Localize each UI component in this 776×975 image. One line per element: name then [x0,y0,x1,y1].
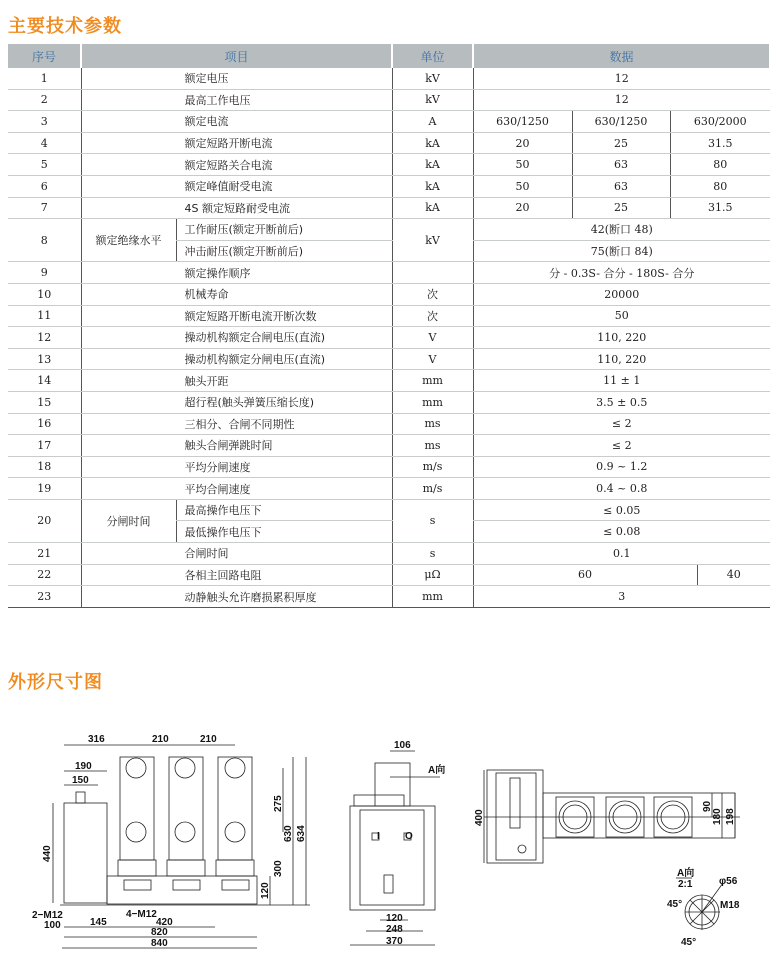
header-unit: 单位 [392,44,473,68]
row-number: 23 [8,586,81,608]
row-item: 超行程(触头弹簧压缩长度) [81,391,392,413]
row-subitem: 最高操作电压下 [176,499,392,521]
row-unit: m/s [392,456,473,478]
row-number: 1 [8,68,81,89]
row-value: 25 [572,197,670,219]
row-value: 0.1 [473,543,770,565]
row-number: 3 [8,111,81,133]
dim-106: 106 [394,740,411,751]
row-item: 平均合闸速度 [81,478,392,500]
dim-198: 198 [725,808,736,825]
side-view [350,740,445,947]
row-value: 42(断口 48) [473,219,770,241]
row-item: 动静触头允许磨损累积厚度 [81,586,392,608]
off-button-label: O [405,831,413,842]
header-no: 序号 [8,44,81,68]
on-button-label: I [377,831,380,842]
row-item: 额定短路开断电流 [81,132,392,154]
dim-400: 400 [474,809,485,826]
front-view [32,734,310,949]
row-item: 额定短路关合电流 [81,154,392,176]
row-value: 63 [572,175,670,197]
row-item: 最高工作电压 [81,89,392,111]
dim-120: 120 [260,882,271,899]
row-number: 22 [8,564,81,586]
row-value: 630/1250 [473,111,572,133]
dim-90: 90 [702,800,713,812]
row-item: 额定操作顺序 [81,262,392,284]
row-number: 21 [8,543,81,565]
row-number: 20 [8,499,81,542]
row-number: 5 [8,154,81,176]
row-unit: mm [392,586,473,608]
detail-title: A向 [677,868,695,879]
dim-150: 150 [72,775,89,786]
row-value: 25 [572,132,670,154]
row-number: 6 [8,175,81,197]
row-value: 80 [670,175,770,197]
dim-180: 180 [712,808,723,825]
dim-210a: 210 [152,734,169,745]
dim-248: 248 [386,924,403,935]
row-unit: kA [392,197,473,219]
row-item: 额定电压 [81,68,392,89]
row-unit: ms [392,435,473,457]
dim-190: 190 [75,761,92,772]
row-value: 20 [473,132,572,154]
dim-634: 634 [296,825,307,842]
row-unit: kV [392,89,473,111]
row-subitem: 工作耐压(额定开断前后) [176,219,392,241]
row-value: 630/1250 [572,111,670,133]
row-number: 4 [8,132,81,154]
row-number: 2 [8,89,81,111]
row-value: 31.5 [670,132,770,154]
row-value: 50 [473,305,770,327]
row-value: 3.5 ± 0.5 [473,391,770,413]
row-number: 18 [8,456,81,478]
row-value: 50 [473,154,572,176]
row-value: ≤ 0.05 [473,499,770,521]
row-value: 40 [697,564,770,586]
dim-820: 820 [151,927,168,938]
row-item: 4S 额定短路耐受电流 [81,197,392,219]
row-item: 机械寿命 [81,283,392,305]
row-value: 12 [473,68,770,89]
dim-840: 840 [151,938,168,949]
row-value: ≤ 2 [473,435,770,457]
row-value: 50 [473,175,572,197]
row-item: 各相主回路电阻 [81,564,392,586]
row-number: 19 [8,478,81,500]
row-group-label: 额定绝缘水平 [81,219,176,262]
row-unit: ms [392,413,473,435]
row-item: 三相分、合闸不同期性 [81,413,392,435]
dim-420: 420 [156,917,173,928]
row-number: 8 [8,219,81,262]
row-item: 额定峰值耐受电流 [81,175,392,197]
row-value: ≤ 0.08 [473,521,770,543]
row-value: 110, 220 [473,327,770,349]
row-value: 31.5 [670,197,770,219]
row-unit: A [392,111,473,133]
row-item: 触头合闸弹跳时间 [81,435,392,457]
section-title-specs: 主要技术参数 [8,16,122,37]
row-unit: V [392,327,473,349]
row-item: 触头开距 [81,370,392,392]
label-a-direction: A向 [428,765,446,776]
detail-scale: 2:1 [678,879,693,890]
row-unit: 次 [392,283,473,305]
angle-45-b: 45° [681,937,697,948]
row-value: 630/2000 [670,111,770,133]
row-value: 0.9 ~ 1.2 [473,456,770,478]
label-4-m12: 4−M12 [126,909,157,920]
row-unit: s [392,543,473,565]
row-item: 平均分闸速度 [81,456,392,478]
dim-440: 440 [42,845,53,862]
row-value: 20000 [473,283,770,305]
row-value: 75(断口 84) [473,240,770,262]
row-unit: 次 [392,305,473,327]
row-subitem: 最低操作电压下 [176,521,392,543]
dim-300: 300 [273,860,284,877]
row-value: 60 [473,564,697,586]
row-item: 操动机构额定分闸电压(直流) [81,348,392,370]
row-value: 20 [473,197,572,219]
row-unit: V [392,348,473,370]
row-unit: kV [392,219,473,262]
row-value: 3 [473,586,770,608]
row-value: 12 [473,89,770,111]
header-item: 项目 [81,44,392,68]
row-item: 操动机构额定合闸电压(直流) [81,327,392,349]
row-unit: kA [392,175,473,197]
detail-view-a [667,866,740,948]
label-m18: M18 [720,900,740,911]
dim-630: 630 [283,825,294,842]
angle-45-a: 45° [667,899,683,910]
row-unit: kA [392,154,473,176]
row-value: ≤ 2 [473,413,770,435]
dim-370: 370 [386,936,403,947]
row-unit: m/s [392,478,473,500]
row-item: 额定短路开断电流开断次数 [81,305,392,327]
row-number: 7 [8,197,81,219]
row-subitem: 冲击耐压(额定开断前后) [176,240,392,262]
row-number: 15 [8,391,81,413]
row-number: 10 [8,283,81,305]
row-unit: μΩ [392,564,473,586]
header-data: 数据 [473,44,770,68]
dim-phi56: φ56 [719,876,738,887]
top-view [474,770,740,863]
row-value: 0.4 ~ 0.8 [473,478,770,500]
row-number: 16 [8,413,81,435]
row-number: 12 [8,327,81,349]
row-group-label: 分闸时间 [81,499,176,542]
dim-210b: 210 [200,734,217,745]
row-number: 17 [8,435,81,457]
section-title-dimensions: 外形尺寸图 [8,672,103,693]
row-value: 63 [572,154,670,176]
dim-316: 316 [88,734,105,745]
row-unit: s [392,499,473,542]
row-value: 80 [670,154,770,176]
row-unit: mm [392,370,473,392]
row-number: 11 [8,305,81,327]
row-number: 13 [8,348,81,370]
dim-100: 100 [44,920,61,931]
row-unit: kA [392,132,473,154]
row-unit: mm [392,391,473,413]
row-value: 11 ± 1 [473,370,770,392]
row-item: 额定电流 [81,111,392,133]
label-2-m12: 2−M12 [32,910,63,921]
row-number: 14 [8,370,81,392]
dim-275: 275 [273,795,284,812]
row-item: 合闸时间 [81,543,392,565]
row-unit: kV [392,68,473,89]
row-value: 分 - 0.3S- 合分 - 180S- 合分 [473,262,770,284]
dim-120-side: 120 [386,913,403,924]
row-value: 110, 220 [473,348,770,370]
row-number: 9 [8,262,81,284]
dim-145: 145 [90,917,107,928]
